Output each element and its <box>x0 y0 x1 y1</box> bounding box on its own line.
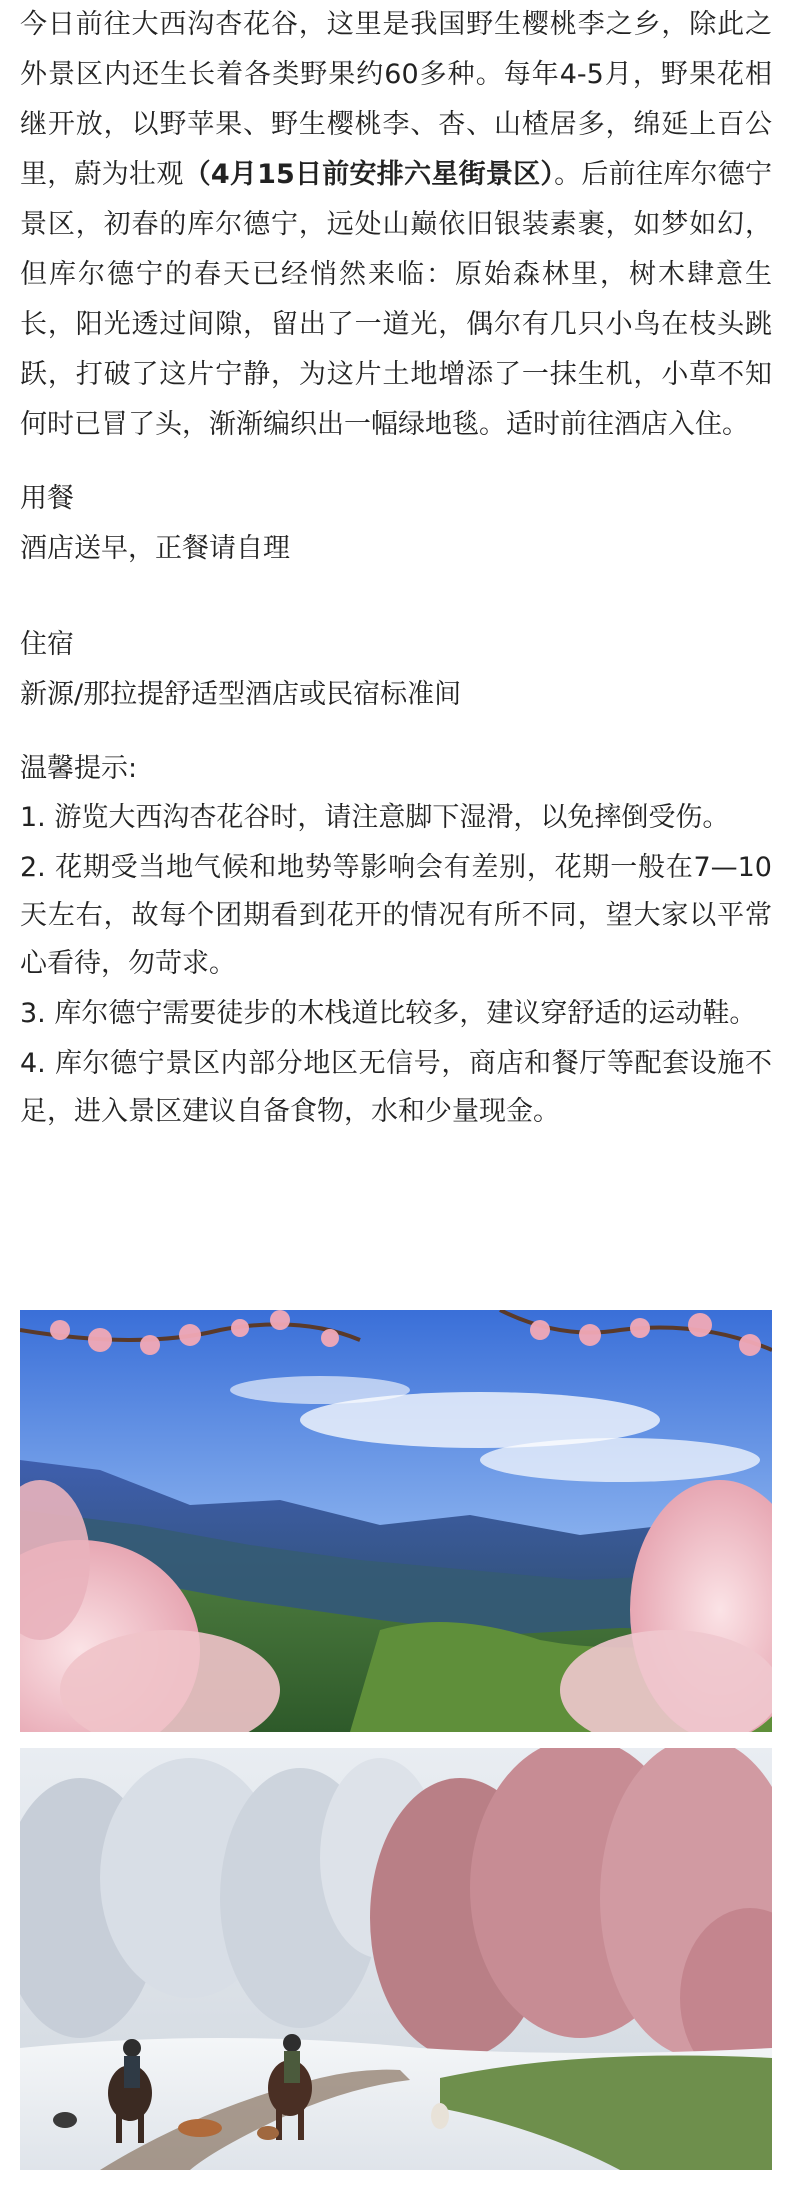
itinerary-content <box>20 0 772 1138</box>
lodging-detail: 新源/那拉提舒适型酒店或民宿标准间 <box>20 679 462 710</box>
snowy-forest-riders-photo <box>20 1748 772 2170</box>
tip-item-2: 2. 花期受当地气候和地势等影响会有差别，花期一般在7—10天左右，故每个团期看到花开的情况有所不同，望大家以平常心看待，勿苛求。 <box>20 852 772 979</box>
blossom-valley-photo <box>20 1310 772 1732</box>
tip-item-4: 4. 库尔德宁景区内部分地区无信号，商店和餐厅等配套设施不足，进入景区建议自备食物，水和少量现金。 <box>20 1048 772 1127</box>
intro-paragraph <box>20 0 772 450</box>
intro-text-a: 今日前往大西沟杏花谷，这里是我国野生樱桃李之乡，除此之外景区内还生长着各类野果约60多种。每年4-5月，野果花相继开放，以野苹果、野生樱桃李、杏、山楂居多，绵延上百公里，蔚为壮观 <box>20 9 772 190</box>
tips-heading: 温馨提示: <box>20 753 138 784</box>
lodging-heading: 住宿 <box>20 629 74 660</box>
tip-item-3: 3. 库尔德宁需要徒步的木栈道比较多，建议穿舒适的运动鞋。 <box>20 998 757 1029</box>
intro-highlight: （4月15日前安排六星街景区） <box>183 159 555 190</box>
intro-text-b: 。后前往库尔德宁景区，初春的库尔德宁，远处山巅依旧银装素裹，如梦如幻，但库尔德宁的春天已经悄然来临：原始森林里，树木肆意生长，阳光透过间隙，留出了一道光，偶尔有几只小鸟在枝头跳跃，打破了这片宁静，为这片土地增添了一抹生机，小草不知何时已冒了头，渐渐编织出一幅绿地毯。适时前往酒店入住。 <box>20 159 773 440</box>
meals-detail: 酒店送早，正餐请自理 <box>20 533 290 564</box>
meals-heading: 用餐 <box>20 483 74 514</box>
tip-item-1: 1. 游览大西沟杏花谷时，请注意脚下湿滑，以免摔倒受伤。 <box>20 802 730 833</box>
